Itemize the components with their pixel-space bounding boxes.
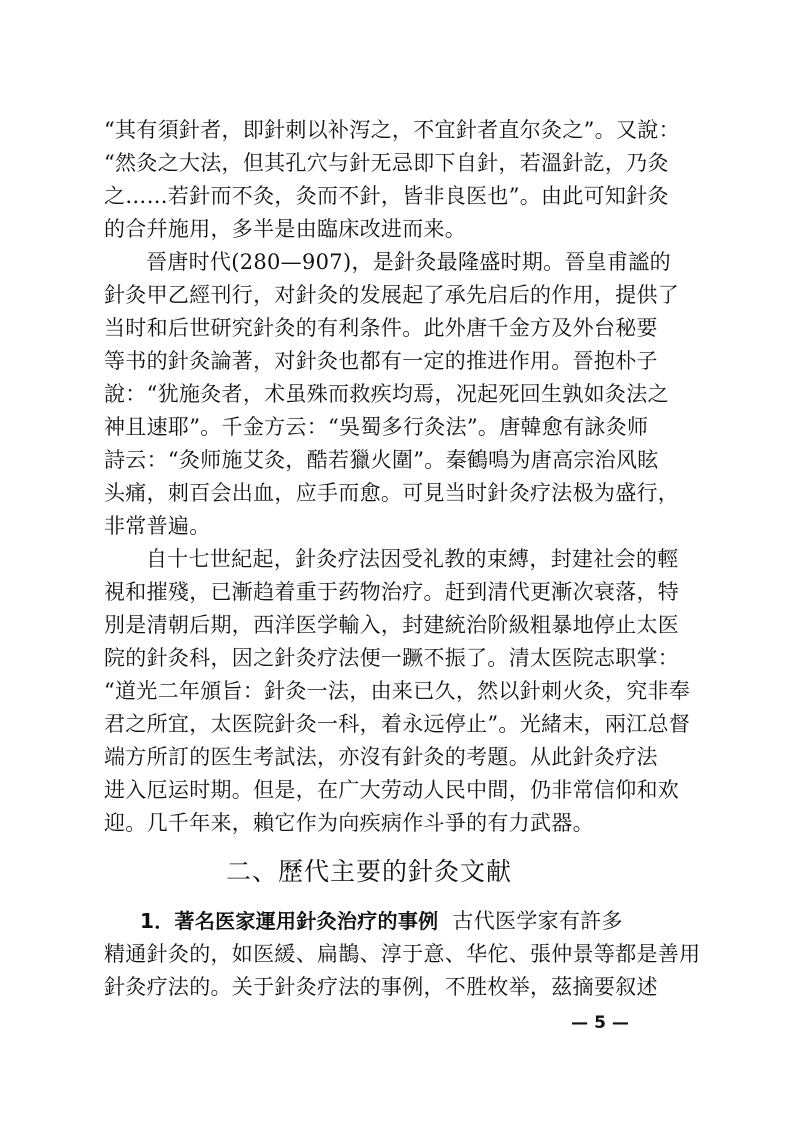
page-number: — 5 — (571, 1013, 629, 1033)
paragraph1-line: 之……若針而不灸，灸而不針，皆非良医也”。由此可知針灸 (104, 184, 669, 208)
paragraph2-line: 头痛，刺百会出血，应手而愈。可見当时針灸疗法极为盛行， (104, 481, 680, 505)
paragraph3-line: 視和摧殘，已漸趋着重于药物治疗。赶到清代更漸次衰落，特 (104, 580, 680, 604)
paragraph2-line: 說：“犹施灸者，术虽殊而救疾均焉，况起死回生孰如灸法之 (104, 382, 669, 406)
paragraph3-line: 迎。几千年来，賴它作为向疾病作斗爭的有力武器。 (104, 811, 594, 835)
paragraph2-line: 神且速耶”。千金方云：“吳蜀多行灸法”。唐韓愈有詠灸师 (104, 415, 649, 439)
paragraph4-first-line-rest: 古代医学家有許多 (452, 909, 623, 933)
paragraph3-line: 別是清朝后期，西洋医学輸入，封建統治阶級粗暴地停止太医 (104, 613, 680, 637)
paragraph4-first-line (140, 904, 634, 938)
paragraph3-line: 自十七世紀起，針灸疗法因受礼教的束縛，封建社会的輕 (146, 547, 679, 571)
paragraph1-line: “其有須針者，即針刺以补泻之，不宜針者直尔灸之”。又說： (104, 118, 680, 142)
paragraph4-line: 精通針灸的，如医緩、扁鵲、淳于意、华佗、張仲景等都是善用 (104, 942, 701, 966)
paragraph3-line: 院的針灸科，因之針灸疗法便一蹶不振了。清太医院志职掌： (104, 646, 680, 670)
paragraph2-line: 晉唐时代(280—907)，是針灸最隆盛时期。晉皇甫謐的 (146, 250, 671, 274)
paragraph2-line: 等书的針灸論著，对針灸也都有一定的推进作用。晉抱朴子 (104, 349, 658, 373)
paragraph2-line: 非常普遍。 (104, 514, 211, 538)
paragraph3-line: 进入厄运时期。但是，在广大劳动人民中間，仍非常信仰和欢 (104, 778, 680, 802)
paragraph1-line: “然灸之大法，但其孔穴与針无忌即下自針，若溫針訖，乃灸 (104, 151, 669, 175)
paragraph4-line: 針灸疗法的。关于針灸疗法的事例，不胜枚举，茲摘要叙述 (104, 975, 658, 999)
paragraph3-line: 君之所宜，太医院針灸一科，着永远停止”。光緒末，兩江总督 (104, 712, 691, 736)
paragraph4-lead: 1．著名医家運用針灸治疗的事例 (140, 909, 439, 933)
paragraph2-line: 針灸甲乙經刊行，对針灸的发展起了承先启后的作用，提供了 (104, 283, 680, 307)
paragraph1-line: 的合幷施用，多半是由臨床改进而来。 (104, 217, 467, 241)
paragraph3-line: 端方所訂的医生考試法，亦沒有針灸的考題。从此針灸疗法 (104, 745, 658, 769)
paragraph2-line: 詩云：“灸师施艾灸，酷若獵火圍”。秦鶴鳴为唐高宗治风眩 (104, 448, 659, 472)
paragraph2-line: 当时和后世研究針灸的有利条件。此外唐千金方及外台秘要 (104, 316, 658, 340)
paragraph3-line: “道光二年頒旨：針灸一法，由来已久，然以針刺火灸，究非奉 (104, 679, 691, 703)
section-heading: 二、歷代主要的針灸文献 (225, 857, 512, 886)
